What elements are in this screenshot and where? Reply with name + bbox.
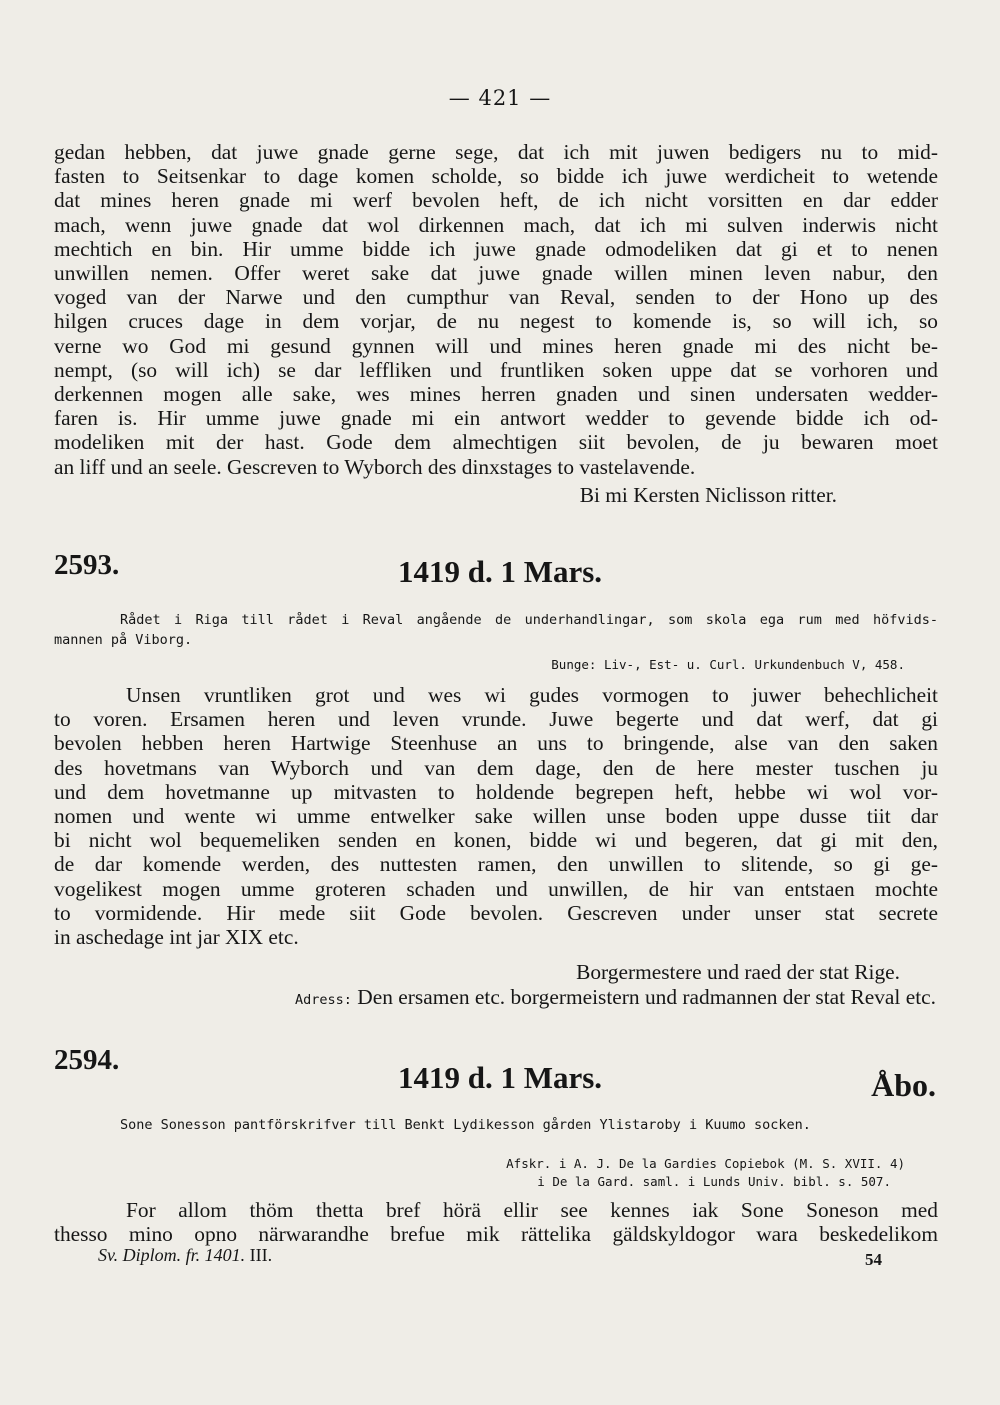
entry-date-2593: 1419 d. 1 Mars. xyxy=(397,554,603,589)
footer-series xyxy=(98,1245,272,1266)
text-line: Unsen vruntliken grot und wes wi gudes vormogen to juwer behechlicheit xyxy=(126,683,938,707)
text-line: to vormidende. Hir mede siit Gode bevolen. Gescreven under unser stat secrete xyxy=(54,900,938,925)
text-line: nempt, (so will ich) se dar leffliken und fruntliken soken uppe dat se vorhoren und xyxy=(54,357,938,382)
text-line: faren is. Hir umme juwe gnade mi ein antwort wedder to gevende bidde ich od- xyxy=(54,406,938,431)
text-line: hilgen cruces dage in dem vorjar, de nu negest to komende is, so will ich, so xyxy=(54,309,938,334)
footer-volume: III. xyxy=(249,1245,273,1265)
text-line: mach, wenn juwe gnade dat wol dirkennen mach, dat ich mi sulven inderwis nicht xyxy=(54,212,938,237)
text-line: For allom thöm thetta bref hörä ellir see kennes iak Sone Soneson med xyxy=(126,1198,938,1222)
text-line: mechtich en bin. Hir umme bidde ich juwe gnade odmodeliken dat gi et to nenen xyxy=(54,236,938,261)
text-line: bi nicht wol bequemeliken senden en konen, bidde wi und begeren, dat gi mit den, xyxy=(54,828,938,853)
text-line: thesso mino opno närwarandhe brefue mik rättelika gäldskyldogor wara beskedelikom xyxy=(54,1222,938,1247)
text-line: an liff und an seele. Gescreven to Wyborch des dinxstages to vastelavende. xyxy=(54,454,696,479)
text-line: unwillen nemen. Offer weret sake dat juwe gnade willen minen leven nabur, den xyxy=(54,261,938,286)
page-number: — 421 — xyxy=(448,86,552,110)
address-label: Adress: xyxy=(295,992,352,1008)
text-line: to voren. Ersamen heren und leven vrunde. Juwe begerte und dat werf, dat gi xyxy=(54,707,938,732)
continuation-signature: Bi mi Kersten Niclisson ritter. xyxy=(579,483,837,507)
text-line: und dem hovetmanne up mitvasten to holdende begrepen heft, hebbe wi wol vor- xyxy=(54,779,938,804)
text-line: modeliken mit der hast. Gode dem almechtigen siit bevolen, de ju bewaren moet xyxy=(54,430,938,455)
text-line: de dar komende werden, des nuttesten ramen, den unwillen to slitende, so gi ge- xyxy=(54,852,938,877)
text-line: fasten to Seitsenkar to dage komen scholde, so bidde ich juwe werdicheit to wetende xyxy=(54,164,938,189)
entry-source-2594 xyxy=(506,1155,905,1191)
address-text: Den ersamen etc. borgermeistern und radmannen der stat Reval etc. xyxy=(357,985,936,1009)
source-line: Afskr. i A. J. De la Gardies Copiebok (M. S. XVII. 4) xyxy=(506,1156,905,1171)
text-line: vogelikest mogen umme groteren schaden und unwillen, de hir van entstaen mochte xyxy=(54,876,938,901)
entry-date-2594: 1419 d. 1 Mars. xyxy=(397,1060,603,1095)
entry-source-2593: Bunge: Liv-, Est- u. Curl. Urkundenbuch V, 458. xyxy=(551,657,905,672)
summary-line: mannen på Viborg. xyxy=(54,632,193,648)
footer-series-title: Sv. Diplom. fr. 1401. xyxy=(98,1245,246,1265)
continuation-text xyxy=(54,140,938,479)
footer-signature-mark: 54 xyxy=(865,1250,882,1269)
text-line: in aschedage int jar XIX etc. xyxy=(54,925,299,950)
text-line: voged van der Narwe und den cumpthur van Reval, senden to der Hono up des xyxy=(54,285,938,310)
text-line: nomen und wente wi umme entwelker sake willen unse boden uppe dusse tiit dar xyxy=(54,804,938,829)
entry-summary-2594 xyxy=(54,1115,938,1135)
text-line: verne wo God mi gesund gynnen will und mines heren gnade mi des nicht be- xyxy=(54,333,938,358)
entry-text-2593 xyxy=(54,683,938,949)
text-line: derkennen mogen alle sake, wes mines herren gnaden und sinen undersaten wedder- xyxy=(54,382,938,407)
entry-summary-2593 xyxy=(54,610,938,650)
entry-signature-2593: Borgermestere und raed der stat Rige. xyxy=(576,960,900,984)
entry-text-2594 xyxy=(54,1198,938,1246)
summary-line: Sone Sonesson pantförskrifver till Benkt Lydikesson gården Ylistaroby i Kuumo socken. xyxy=(120,1117,811,1133)
entry-address-2593 xyxy=(295,985,936,1010)
text-line: dat mines heren gnade mi werf bevolen heft, de ich nicht vorsitten en dar edder xyxy=(54,188,938,213)
summary-line: Rådet i Riga till rådet i Reval angående de underhandlingar, som skola ega rum med höfvids- xyxy=(120,612,938,628)
entry-place-2594: Åbo. xyxy=(871,1067,936,1103)
text-line: gedan hebben, dat juwe gnade gerne sege, dat ich mit juwen bedigers nu to mid- xyxy=(54,140,938,164)
source-line: i De la Gard. saml. i Lunds Univ. bibl. s. 507. xyxy=(537,1174,891,1189)
text-line: des hovetmans van Wyborch und van dem dage, den de here mester tuschen ju xyxy=(54,755,938,780)
text-line: bevolen hebben heren Hartwige Steenhuse an uns to bringende, alse van den saken xyxy=(54,731,938,756)
entry-number-2594: 2594. xyxy=(54,1044,120,1076)
entry-number-2593: 2593. xyxy=(54,549,120,581)
